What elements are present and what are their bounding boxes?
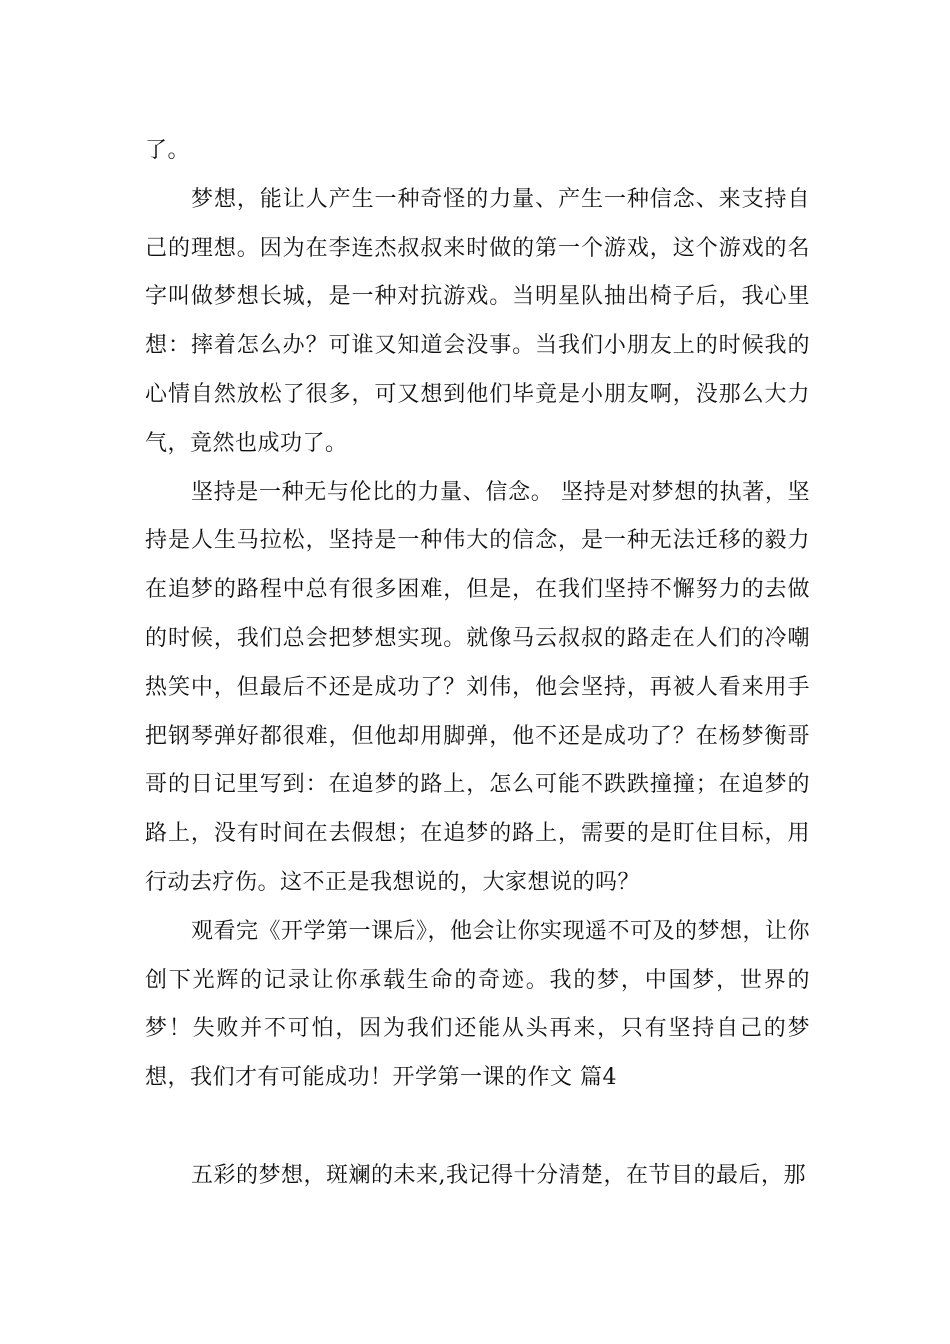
paragraph-continuation: 了。	[145, 138, 191, 163]
paragraph-persistence: 坚持是一种无与伦比的力量、信念。 坚持是对梦想的执著，坚持是人生马拉松，坚持是一种伟大的信念，是一种无法迁移的毅力在追梦的路程中总有很多困难，但是，在我们坚持不懈努力的去做的时候，我们总会把梦想实现。就像马云叔叔的路走在人们的冷嘲热笑中，但最后不还是成功了？刘伟，他会坚持，再被人看来用手把钢琴弹好都很难，但他却用脚弹，他不还是成功了？在杨梦衡哥哥的日记里写到：在追梦的路上，怎么可能不跌跌撞撞；在追梦的路上，没有时间在去假想；在追梦的路上，需要的是盯住目标，用行动去疗伤。这不正是我想说的，大家想说的吗？	[145, 479, 810, 895]
blank-line	[145, 1103, 810, 1152]
paragraph-colorful-dream: 五彩的梦想，斑斓的未来,我记得十分清楚，在节目的最后，那	[191, 1162, 806, 1188]
paragraph-after-watching: 观看完《开学第一课后》，他会让你实现遥不可及的梦想，让你创下光辉的记录让你承载生命的奇迹。我的梦，中国梦，世界的梦！失败并不可怕，因为我们还能从头再来，只有坚持自己的梦想，我们才有可能成功！开学第一课的作文 篇4	[145, 918, 811, 1091]
paragraph-dream-power: 梦想，能让人产生一种奇怪的力量、产生一种信念、来支持自己的理想。因为在李连杰叔叔来时做的第一个游戏，这个游戏的名字叫做梦想长城，是一种对抗游戏。当明星队抽出椅子后，我心里想：摔着怎么办？可谁又知道会没事。当我们小朋友上的时候我的心情自然放松了很多，可又想到他们毕竟是小朋友啊，没那么大力气，竟然也成功了。	[145, 186, 810, 456]
document-body	[145, 127, 810, 1201]
